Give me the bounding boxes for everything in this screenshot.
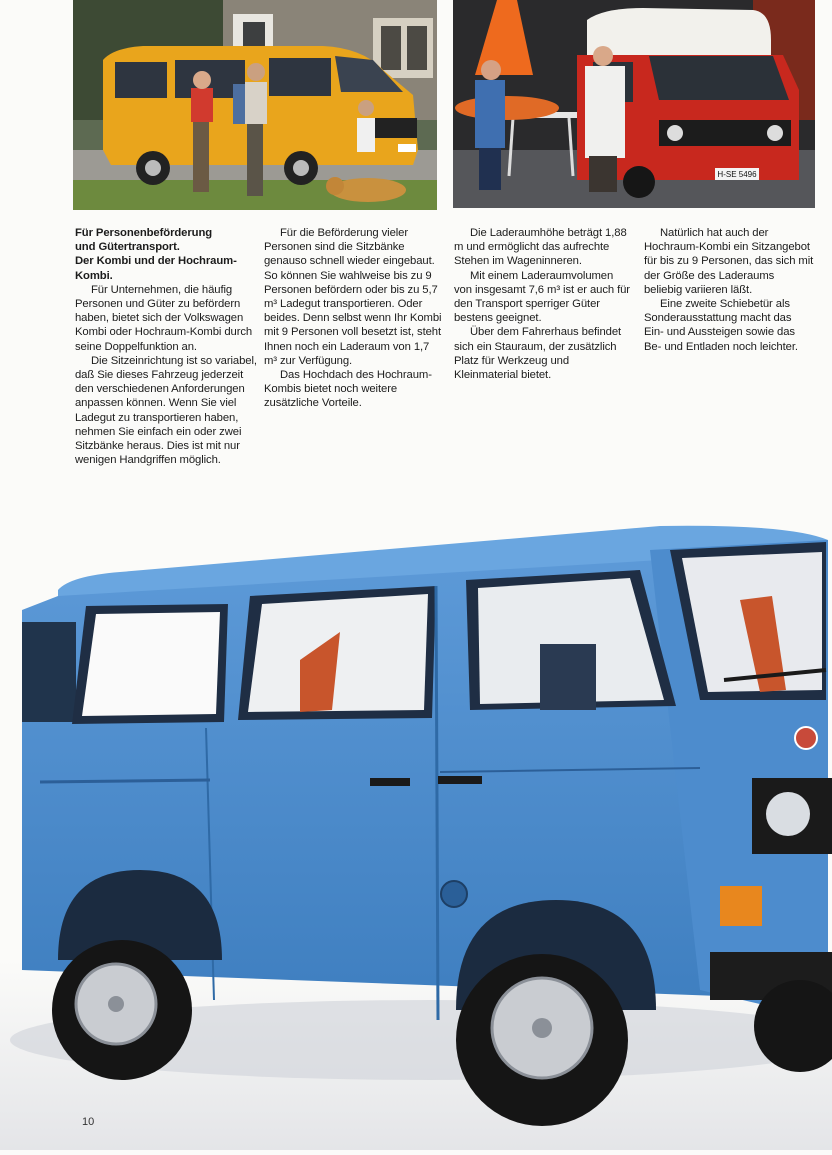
paragraph: Die Laderaumhöhe beträgt 1,88 m und ermöglicht das aufrechte Stehen im Wageninneren. <box>454 227 627 268</box>
section-heading-line-1: Für Personenbeförderung <box>75 227 213 239</box>
paragraph: Mit einem Laderaumvolumen von insgesamt 7,6 m³ ist er auch für den Transport sperriger Güter bestens geeignet. <box>454 269 630 325</box>
text-column-2 <box>264 226 442 411</box>
photo-yellow-kombi <box>73 0 437 210</box>
paragraph: Das Hochdach des Hochraum-Kombis bietet noch weitere zusätzliche Vorteile. <box>264 369 432 410</box>
section-heading-line-4: Kombi. <box>75 269 113 282</box>
page-number: 10 <box>82 1116 95 1128</box>
text-column-4 <box>644 226 814 354</box>
section-heading-line-3: Der Kombi und der Hochraum- <box>75 255 237 268</box>
paragraph: Eine zweite Schiebetür als Sonderausstattung macht das Ein- und Aussteigen sowie das Be- und Entladen noch leichter. <box>644 298 798 353</box>
photo-red-hochraum-kombi <box>453 0 815 208</box>
paragraph: Für die Beförderung vieler Personen sind die Sitzbänke genauso schnell wieder eingebaut. So können Sie wahlweise bis zu 9 Personen befördern oder bis zu 5,7 m³ Ladegut transportieren. Oder beides. Denn selbst wenn Ihr Kombi mit 9 Personen voll besetzt ist, steht Ihnen noch ein Laderaum von 1,7 m³ zur Verfügung. <box>264 227 442 367</box>
paragraph: Über dem Fahrerhaus befindet sich ein Stauraum, der zusätzlich Platz für Werkzeug und Kleinmaterial bietet. <box>454 326 622 382</box>
red-van-plate: H-SE 5496 <box>717 170 757 179</box>
paragraph: Die Sitzeinrichtung ist so variabel, daß Sie dieses Fahrzeug jederzeit den verschiedenen Anforderungen anpassen können. Wenn Sie viel Ladegut zu transportieren haben, nehmen Sie einfach ein oder zwei Sitzbänke heraus. Dies ist mit nur wenigen Handgriffen möglich. <box>75 354 257 467</box>
paragraph: Natürlich hat auch der Hochraum-Kombi ein Sitzangebot für bis zu 9 Personen, das sich mit der Größe des Laderaums beliebig variieren läßt. <box>644 227 814 296</box>
section-heading-line-2: und Gütertransport. <box>75 241 180 254</box>
photo-blue-kombi <box>0 400 832 1150</box>
paragraph: Für Unternehmen, die häufig Personen und Güter zu befördern haben, bietet sich der Volkswagen Kombi oder Hochraum-Kombi durch seine Doppelfunktion an. <box>75 283 253 353</box>
text-column-3 <box>454 226 632 382</box>
